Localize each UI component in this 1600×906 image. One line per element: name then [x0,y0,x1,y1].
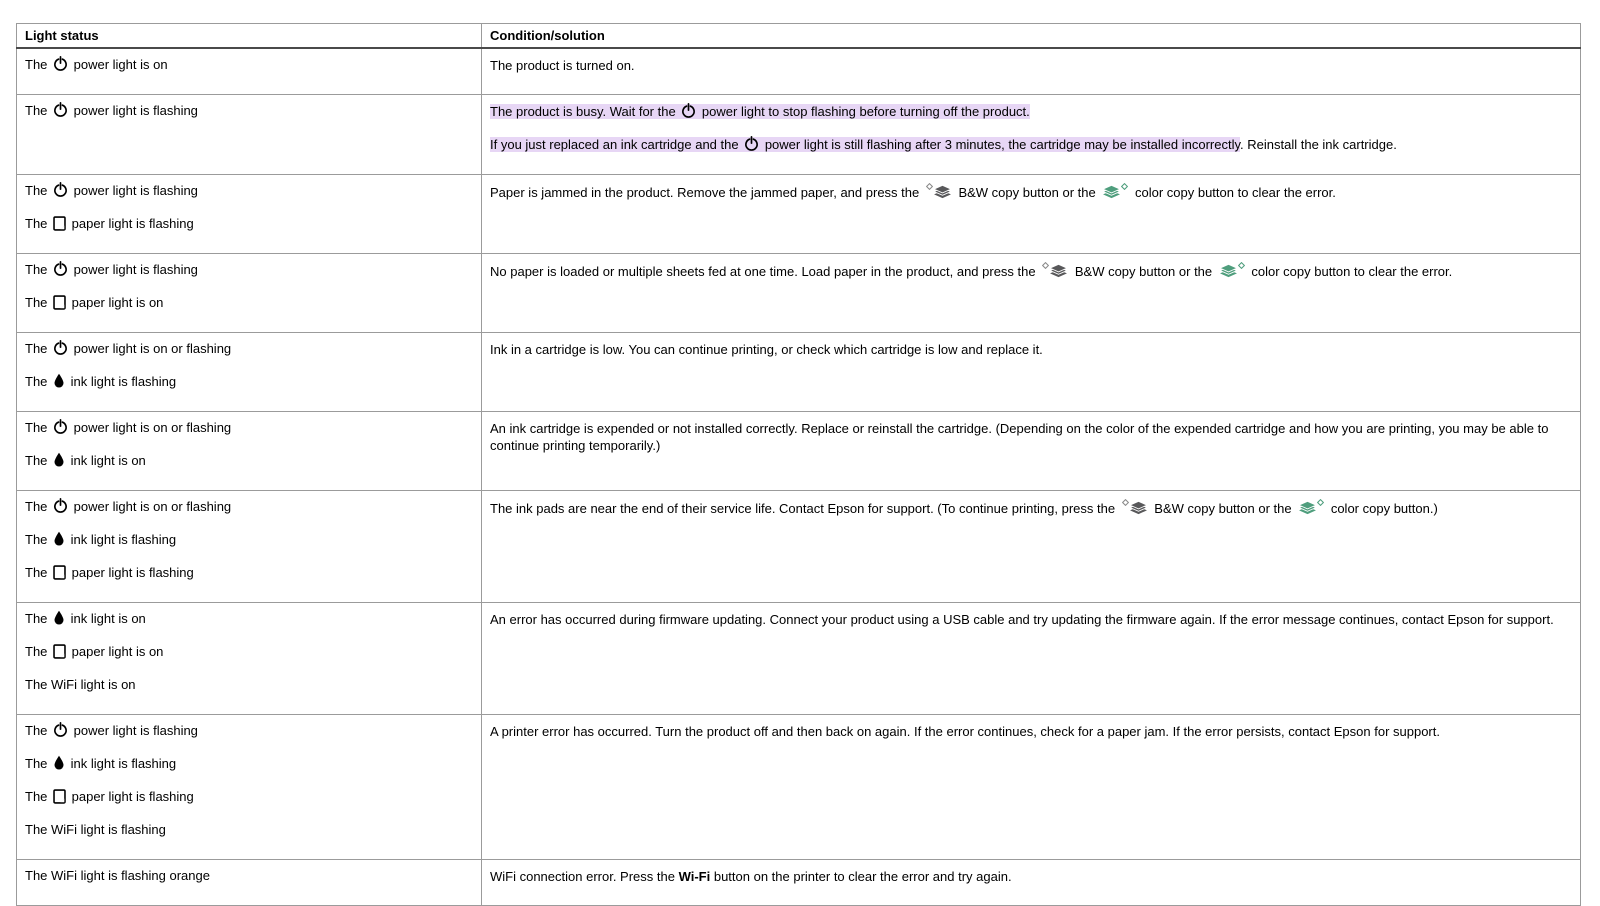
text-segment: The [25,532,52,547]
printer-light-status-table [16,23,1581,906]
light-status-cell [17,715,482,860]
power-icon [53,722,68,737]
light-status-line [25,418,473,438]
text-segment: An ink cartridge is expended or not installed correctly. Replace or reinstall the cartridge. (Depending on the color of the expended cartridge and how you are printing, you may be able to continue printing temporarily.) [490,421,1549,453]
light-status-line [25,609,473,629]
paper-icon [53,789,66,804]
text-segment: The [25,644,52,659]
text-segment: power light is flashing [70,723,198,738]
table-row [17,860,1581,906]
condition-paragraph [490,868,1572,885]
condition-solution-cell [482,412,1581,491]
text-segment: color copy button to clear the error. [1131,185,1336,200]
light-status-line [25,721,473,741]
condition-solution-cell [482,860,1581,906]
light-status-line [25,101,473,121]
paper-icon [53,644,66,659]
text-segment: Paper is jammed in the product. Remove the jammed paper, and press the [490,185,923,200]
text-segment: button on the printer to clear the error and try again. [710,869,1012,884]
table-row [17,254,1581,333]
power-icon [53,182,68,197]
text-segment: paper light is flashing [68,789,194,804]
light-status-line [25,260,473,280]
text-segment: paper light is flashing [68,216,194,231]
light-status-line [25,787,473,807]
light-status-cell [17,48,482,95]
condition-solution-cell [482,254,1581,333]
light-status-line [25,181,473,201]
power-icon [53,102,68,117]
text-segment: color copy button.) [1327,501,1438,516]
table-body [17,48,1581,906]
condition-solution-cell [482,333,1581,412]
light-status-line [25,642,473,662]
highlighted-text: power light is still flashing after 3 minutes, the cartridge may be installed incorrectly [761,137,1241,152]
text-segment: Ink in a cartridge is low. You can continue printing, or check which cartridge is low and replace it. [490,342,1043,357]
condition-paragraph [490,723,1572,740]
light-status-line [25,214,473,234]
table-row [17,491,1581,603]
power-icon [53,419,68,434]
text-segment: The product is turned on. [490,58,635,73]
light-status-cell [17,412,482,491]
text-segment: The [25,374,52,389]
light-status-line [25,293,473,313]
text-segment: An error has occurred during firmware updating. Connect your product using a USB cable and try updating the firmware again. If the error message continues, contact Epson for support. [490,612,1554,627]
text-segment: paper light is on [68,295,164,310]
paper-icon [53,565,66,580]
manual-page [0,23,1600,902]
bw-copy-icon [1122,499,1148,517]
condition-paragraph [490,499,1572,517]
condition-paragraph [490,420,1572,454]
condition-solution-cell [482,491,1581,603]
highlighted-text: The product is busy. Wait for the [490,104,680,119]
table-row [17,603,1581,715]
text-segment: ink light is flashing [67,532,177,547]
text-segment: The [25,789,52,804]
ink-icon [53,452,65,467]
text-segment: The [25,103,52,118]
text-segment: The [25,756,52,771]
paper-icon [53,216,66,231]
condition-solution-cell [482,715,1581,860]
light-status-line [25,530,473,550]
light-status-line [25,675,473,695]
condition-paragraph [490,341,1572,358]
light-status-cell [17,175,482,254]
light-status-line [25,820,473,840]
table-row [17,175,1581,254]
text-segment: The WiFi light is on [25,677,136,692]
light-status-line [25,451,473,471]
ink-icon [53,531,65,546]
text-segment: WiFi connection error. Press the [490,869,679,884]
light-status-line [25,497,473,517]
paper-icon [53,295,66,310]
condition-paragraph [490,136,1572,153]
light-status-cell [17,95,482,175]
light-status-line [25,563,473,583]
bold-text: Wi-Fi [678,869,711,884]
power-icon [744,136,759,151]
ink-icon [53,373,65,388]
text-segment: power light is on [70,57,168,72]
power-icon [53,498,68,513]
light-status-cell [17,254,482,333]
text-segment: power light is flashing [70,183,198,198]
condition-paragraph [490,262,1572,280]
light-status-line [25,372,473,392]
condition-solution-cell [482,95,1581,175]
light-status-line [25,55,473,75]
light-status-cell [17,333,482,412]
text-segment: ink light is flashing [67,756,177,771]
power-icon [681,103,696,118]
power-icon [53,56,68,71]
power-icon [53,340,68,355]
text-segment: color copy button to clear the error. [1247,264,1453,279]
text-segment: B&W copy button or the [1150,501,1296,516]
text-segment: The [25,499,52,514]
condition-solution-cell [482,603,1581,715]
ink-icon [53,755,65,770]
column-header-light-status: Light status [17,24,482,49]
text-segment: ink light is on [67,453,146,468]
highlighted-text: power light to stop flashing before turning off the product. [698,104,1030,119]
text-segment: The [25,183,52,198]
text-segment: The [25,611,52,626]
text-segment: The [25,295,52,310]
text-segment: ink light is flashing [67,374,177,389]
highlighted-text: If you just replaced an ink cartridge and the [490,137,743,152]
text-segment: The [25,565,52,580]
text-segment: B&W copy button or the [954,185,1100,200]
text-segment: power light is on or flashing [70,499,232,514]
table-row [17,48,1581,95]
light-status-line [25,754,473,774]
light-status-cell [17,860,482,906]
text-segment: power light is on or flashing [70,341,232,356]
condition-solution-cell [482,175,1581,254]
text-segment: The ink pads are near the end of their service life. Contact Epson for support. (To continue printing, press the [490,501,1119,516]
bw-copy-icon [926,183,952,201]
table-row [17,412,1581,491]
text-segment: The WiFi light is flashing [25,822,166,837]
text-segment: The [25,262,52,277]
text-segment: No paper is loaded or multiple sheets fed at one time. Load paper in the product, and press the [490,264,1040,279]
text-segment: power light is flashing [70,103,198,118]
power-icon [53,261,68,276]
text-segment: power light is flashing [70,262,198,277]
text-segment: The [25,216,52,231]
light-status-line [25,866,473,886]
light-status-line [25,339,473,359]
table-header-row [17,24,1581,49]
color-copy-icon [1102,183,1128,201]
condition-paragraph [490,57,1572,74]
text-segment: power light is on or flashing [70,420,232,435]
text-segment: The [25,341,52,356]
color-copy-icon [1219,262,1245,280]
column-header-condition-solution: Condition/solution [482,24,1581,49]
condition-paragraph [490,103,1572,120]
text-segment: paper light is flashing [68,565,194,580]
light-status-cell [17,603,482,715]
ink-icon [53,610,65,625]
condition-solution-cell [482,48,1581,95]
text-segment: paper light is on [68,644,164,659]
table-row [17,715,1581,860]
text-segment: The WiFi light is flashing orange [25,868,210,883]
text-segment: ink light is on [67,611,146,626]
text-segment: A printer error has occurred. Turn the product off and then back on again. If the error continues, check for a paper jam. If the error persists, contact Epson for support. [490,724,1440,739]
table-row [17,95,1581,175]
bw-copy-icon [1042,262,1068,280]
condition-paragraph [490,183,1572,201]
text-segment: B&W copy button or the [1071,264,1216,279]
text-segment: The [25,420,52,435]
table-row [17,333,1581,412]
text-segment: . Reinstall the ink cartridge. [1240,137,1397,152]
text-segment: The [25,453,52,468]
text-segment: The [25,57,52,72]
text-segment: The [25,723,52,738]
light-status-cell [17,491,482,603]
color-copy-icon [1298,499,1324,517]
condition-paragraph [490,611,1572,628]
